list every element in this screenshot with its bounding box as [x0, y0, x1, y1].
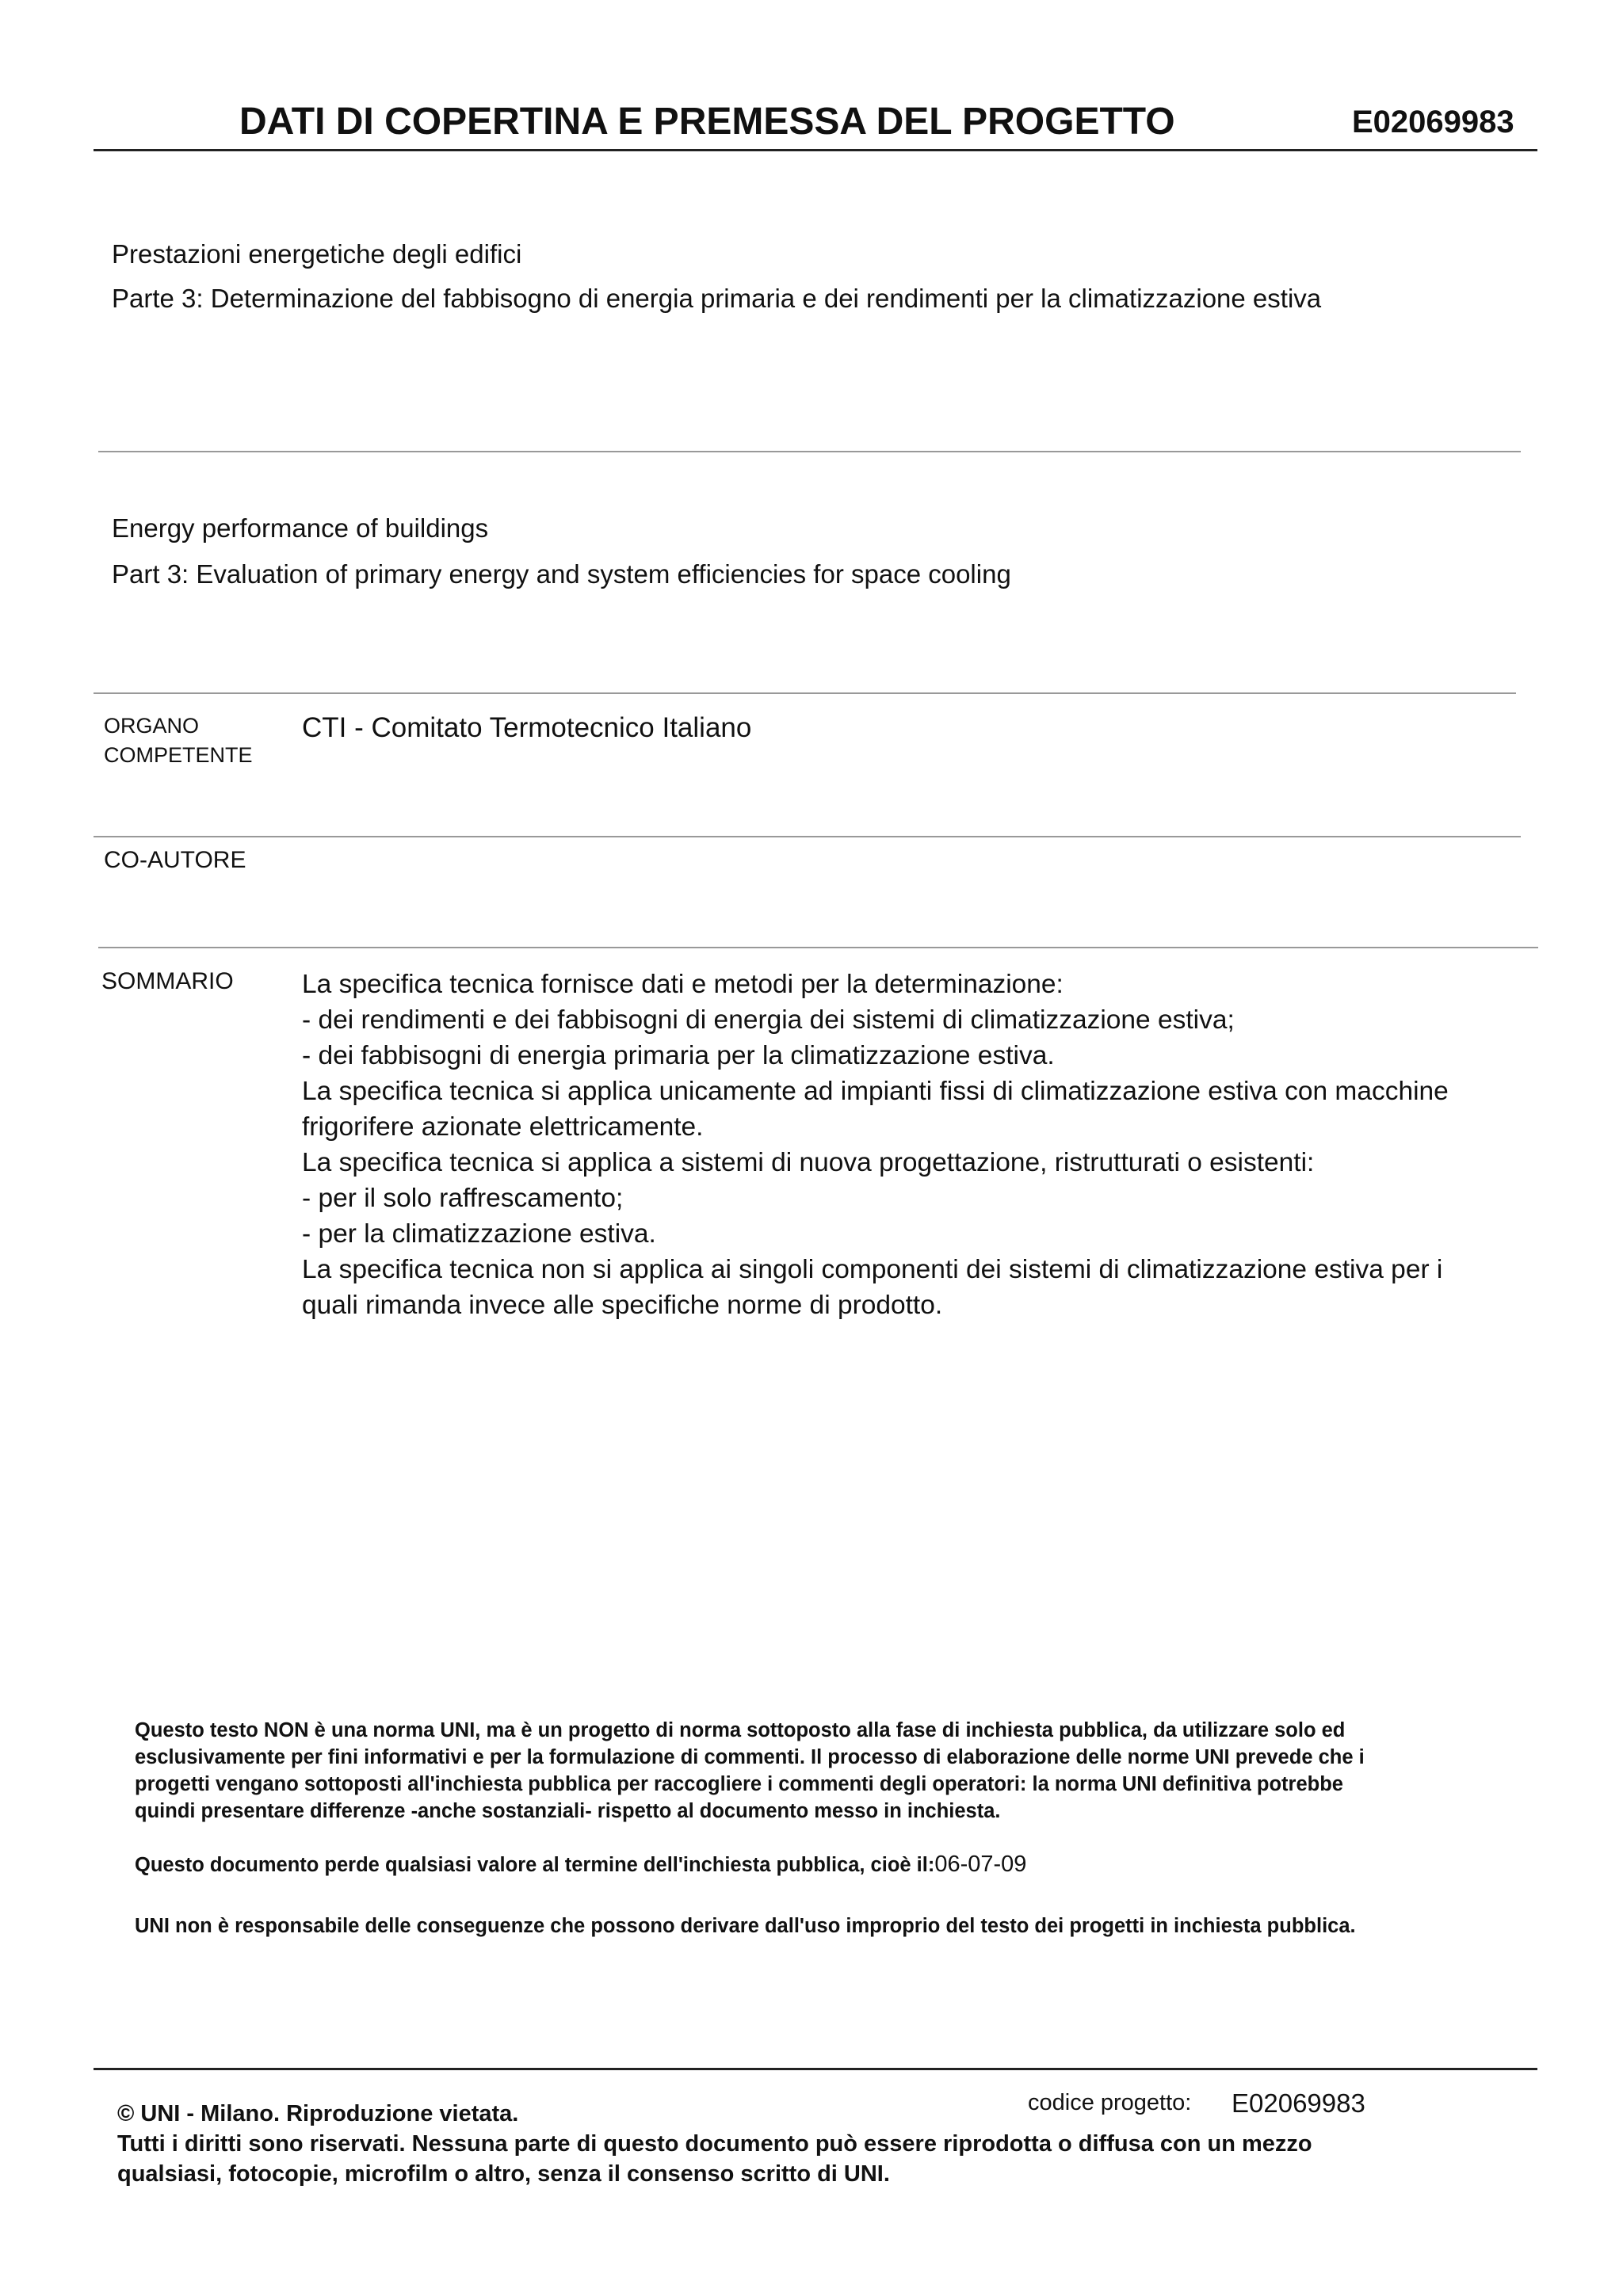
organo-value: CTI - Comitato Termotecnico Italiano	[302, 712, 752, 743]
organo-label-line2: COMPETENTE	[104, 743, 253, 767]
footer-rights-line1: Tutti i diritti sono riservati. Nessuna parte di questo documento può essere riprodotta o diffusa con un mezzo	[117, 2131, 1312, 2157]
footer-rights-line2: qualsiasi, fotocopie, microfilm o altro, senza il consenso scritto di UNI.	[117, 2161, 890, 2187]
expiry-date: 06-07-09	[934, 1852, 1027, 1877]
project-code-header: E02069983	[1352, 105, 1514, 139]
title-it-line1: Prestazioni energetiche degli edifici	[112, 239, 522, 269]
sommario-line: La specifica tecnica si applica unicamente ad impianti fissi di climatizzazione estiva con macchine	[302, 1077, 1449, 1106]
title-en-line2: Part 3: Evaluation of primary energy and system efficiencies for space cooling	[112, 559, 1011, 589]
organo-label	[104, 711, 253, 770]
title-en-line1: Energy performance of buildings	[112, 513, 489, 543]
header-rule	[94, 149, 1537, 151]
sommario-text	[302, 967, 1522, 1323]
footer-code-label: codice progetto:	[1028, 2090, 1192, 2115]
sommario-line: frigorifere azionate elettricamente.	[302, 1112, 704, 1142]
footer-rule	[94, 2068, 1537, 2070]
divider-title	[98, 451, 1521, 452]
divider-sommario	[98, 947, 1538, 948]
sommario-line: La specifica tecnica fornisce dati e metodi per la determinazione:	[302, 970, 1064, 999]
notice-line: quindi presentare differenze -anche sostanziali- rispetto al documento messo in inchiesta.	[135, 1800, 1001, 1822]
expiry-text: Questo documento perde qualsiasi valore al termine dell'inchiesta pubblica, cioè il:	[135, 1854, 935, 1876]
sommario-line: - dei fabbisogni di energia primaria per la climatizzazione estiva.	[302, 1041, 1055, 1070]
page-title: DATI DI COPERTINA E PREMESSA DEL PROGETTO	[239, 101, 1175, 143]
footer-code-value: E02069983	[1232, 2088, 1365, 2118]
coautore-label: CO-AUTORE	[104, 847, 246, 873]
divider-coautore	[94, 836, 1521, 837]
footer-rights	[117, 2129, 1528, 2189]
organo-label-line1: ORGANO	[104, 714, 200, 738]
sommario-line: La specifica tecnica non si applica ai singoli componenti dei sistemi di climatizzazione estiva per i	[302, 1255, 1443, 1284]
notice-line: Questo testo NON è una norma UNI, ma è un progetto di norma sottoposto alla fase di inchiesta pubblica, da utilizzare solo ed	[135, 1719, 1346, 1741]
sommario-line: La specifica tecnica si applica a sistemi di nuova progettazione, ristrutturati o esistenti:	[302, 1148, 1315, 1177]
sommario-line: quali rimanda invece alle specifiche norme di prodotto.	[302, 1291, 943, 1320]
notice-disclaimer: UNI non è responsabile delle conseguenze che possono derivare dall'uso improprio del testo dei progetti in inchiesta pubblica.	[135, 1915, 1356, 1937]
sommario-line: - per la climatizzazione estiva.	[302, 1219, 656, 1249]
notice-line: esclusivamente per fini informativi e per la formulazione di commenti. Il processo di elaborazione delle norme UNI prevede che i	[135, 1746, 1365, 1768]
sommario-label: SOMMARIO	[101, 968, 234, 994]
footer-copyright: © UNI - Milano. Riproduzione vietata.	[117, 2101, 519, 2126]
notice-paragraph	[135, 1717, 1482, 1825]
divider-organo	[94, 692, 1516, 694]
notice-line: progetti vengano sottoposti all'inchiesta pubblica per raccogliere i commenti degli operatori: la norma UNI definitiva potrebbe	[135, 1773, 1343, 1795]
title-it-line2: Parte 3: Determinazione del fabbisogno di energia primaria e dei rendimenti per la climatizzazione estiva	[112, 284, 1322, 313]
notice-expiry	[135, 1851, 1482, 1878]
sommario-line: - dei rendimenti e dei fabbisogni di energia dei sistemi di climatizzazione estiva;	[302, 1005, 1235, 1035]
sommario-line: - per il solo raffrescamento;	[302, 1184, 624, 1213]
